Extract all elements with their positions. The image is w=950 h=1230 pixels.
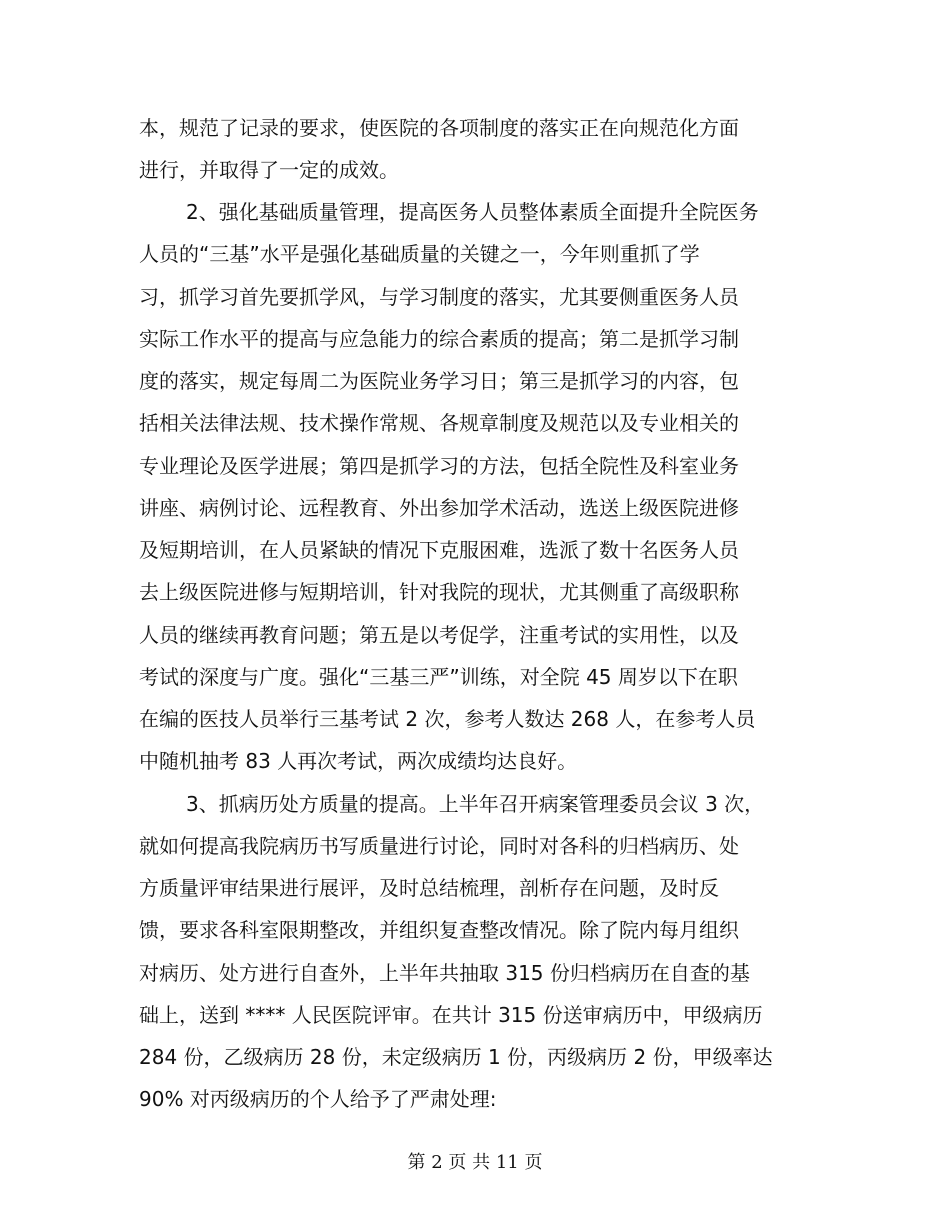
paragraph-line: 考试的深度与广度。强化“三基三严”训练，对全院 45 周岁以下在职 bbox=[139, 665, 738, 689]
paragraph-line: 284 份，乙级病历 28 份，未定级病历 1 份，丙级病历 2 份，甲级率达 bbox=[139, 1045, 773, 1069]
paragraph-line: 及短期培训，在人员紧缺的情况下克服困难，选派了数十名医务人员 bbox=[139, 538, 739, 562]
paragraph-line: 括相关法律法规、技术操作常规、各规章制度及规范以及专业相关的 bbox=[139, 411, 739, 435]
paragraph-first-line: 3、抓病历处方质量的提高。上半年召开病案管理委员会议 3 次， bbox=[186, 792, 765, 816]
paragraph-first-line: 2、强化基础质量管理，提高医务人员整体素质全面提升全院医务 bbox=[186, 200, 759, 224]
paragraph-line: 习，抓学习首先要抓学风，与学习制度的落实，尤其要侧重医务人员 bbox=[139, 285, 739, 309]
paragraph-line: 讲座、病例讨论、远程教育、外出参加学术活动，选送上级医院进修 bbox=[139, 496, 739, 520]
paragraph-line: 方质量评审结果进行展评，及时总结梳理，剖析存在问题，及时反 bbox=[139, 876, 719, 900]
paragraph-line: 础上，送到 **** 人民医院评审。在共计 315 份送审病历中，甲级病历 bbox=[139, 1003, 763, 1027]
paragraph-line: 人员的继续再教育问题；第五是以考促学，注重考试的实用性，以及 bbox=[139, 623, 739, 647]
paragraph-line: 在编的医技人员举行三基考试 2 次，参考人数达 268 人，在参考人员 bbox=[139, 707, 756, 731]
paragraph-line: 90% 对丙级病历的个人给予了严肃处理: bbox=[139, 1087, 497, 1111]
paragraph-line: 进行，并取得了一定的成效。 bbox=[139, 158, 399, 182]
paragraph-line: 实际工作水平的提高与应急能力的综合素质的提高；第二是抓学习制 bbox=[139, 327, 739, 351]
paragraph-line: 专业理论及医学进展；第四是抓学习的方法，包括全院性及科室业务 bbox=[139, 454, 739, 478]
paragraph-line: 馈，要求各科室限期整改，并组织复查整改情况。除了院内每月组织 bbox=[139, 918, 739, 942]
page-number-footer: 第 2 页 共 11 页 bbox=[407, 1152, 543, 1173]
paragraph-line: 去上级医院进修与短期培训，针对我院的现状，尤其侧重了高级职称 bbox=[139, 580, 739, 604]
paragraph-line: 度的落实，规定每周二为医院业务学习日；第三是抓学习的内容，包 bbox=[139, 369, 739, 393]
paragraph-line: 本，规范了记录的要求，使医院的各项制度的落实正在向规范化方面 bbox=[139, 116, 739, 140]
paragraph-line: 中随机抽考 83 人再次考试，两次成绩均达良好。 bbox=[139, 749, 578, 773]
paragraph-line: 人员的“三基”水平是强化基础质量的关键之一，今年则重抓了学 bbox=[139, 242, 700, 266]
paragraph-line: 对病历、处方进行自查外，上半年共抽取 315 份归档病历在自查的基 bbox=[139, 961, 750, 985]
paragraph-line: 就如何提高我院病历书写质量进行讨论，同时对各科的归档病历、处 bbox=[139, 834, 739, 858]
